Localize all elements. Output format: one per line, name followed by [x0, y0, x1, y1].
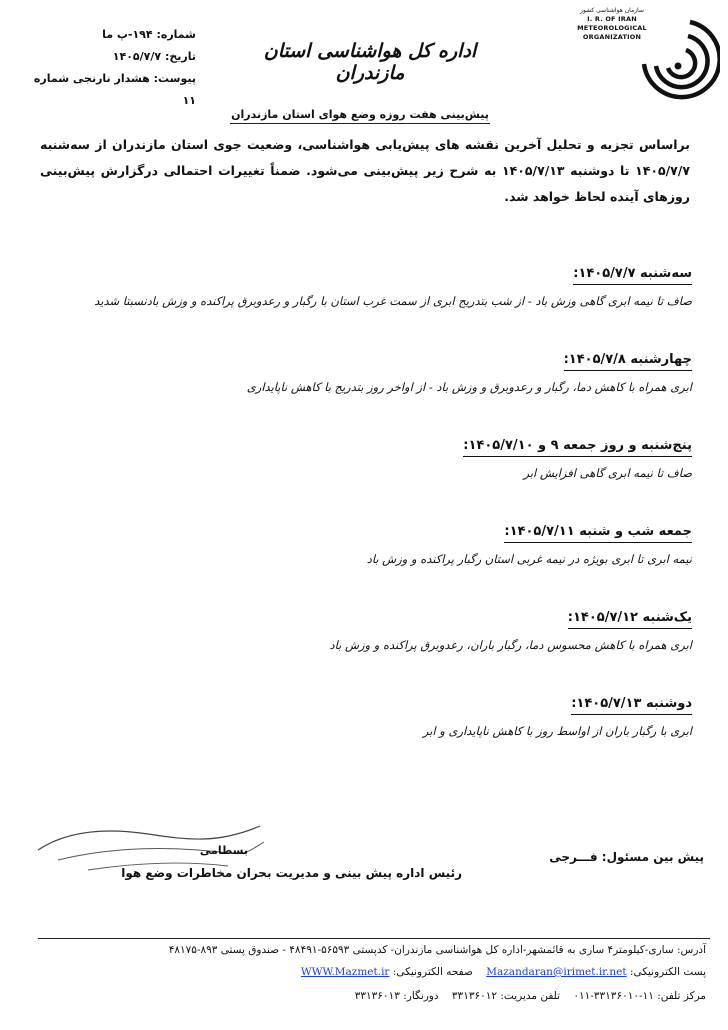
fax-number: دورنگار: ۳۳۱۳۶۰۱۳	[354, 990, 439, 1002]
intro-paragraph: براساس تجزیه و تحلیل آخرین نقشه های پیش‌یابی هواشناسی، وضعیت جوی استان مازندران از سه‌شنبه ۱۴۰۵/۷/۷ تا دوشنبه ۱۴۰۵/۷/۱۳ به شرح زیر پیش‌بینی می‌شود. ضمناً تغییرات احتمالی درگزارش پیش‌بینی روزهای آینده لحاظ خواهد شد.	[40, 137, 690, 204]
forecast-day-text: نیمه ابری تا ابری بویژه در نیمه غربی استان رگبار پراکنده و وزش باد	[366, 552, 692, 566]
organization-name-fa: سازمان هواشناسی کشور	[580, 7, 644, 14]
signer-name: بسطامی	[199, 844, 248, 857]
forecast-day-text: صاف تا نیمه ابری گاهی افزایش ابر	[523, 466, 692, 480]
phone-center: مرکز تلفن: ۱۱-۳۳۱۳۶۰۱۰-۰۱۱	[573, 990, 706, 1002]
forecast-day-text: صاف تا نیمه ابری گاهی وزش باد - از شب بتدریج ابری از سمت غرب استان با رگبار و رعدوبرق پراکنده و وزش بادنسبتا شدید	[94, 294, 692, 308]
organization-name	[558, 6, 666, 42]
department-title: اداره کل هواشناسی استان مازندران	[263, 40, 477, 84]
footer-phones	[36, 990, 706, 1002]
organization-name-en-2: METEOROLOGICAL	[577, 24, 647, 32]
letter-meta	[20, 24, 196, 112]
phone-manager: تلفن مدیریت: ۳۳۱۳۶۰۱۲	[451, 990, 561, 1002]
forecast-day	[42, 262, 692, 309]
footer-divider	[38, 938, 710, 939]
forecast-day-heading: سه‌شنبه ۱۴۰۵/۷/۷:	[573, 266, 692, 285]
website-label: صفحه الکترونیکی:	[392, 966, 473, 978]
organization-name-en-3: ORGANIZATION	[582, 33, 642, 41]
forecast-day-heading: یک‌شنبه ۱۴۰۵/۷/۱۲:	[568, 610, 692, 629]
email-link[interactable]: Mazandaran@irimet.ir.net	[486, 966, 627, 978]
letter-number: شماره: ۱۹۴-پ ما	[102, 28, 196, 41]
letter-attachment: پیوست: هشدار نارنجی شماره ۱۱	[33, 72, 196, 107]
website-link[interactable]: WWW.Mazmet.ir	[300, 966, 390, 978]
letter-date: تاریخ: ۱۴۰۵/۷/۷	[112, 50, 196, 63]
forecast-day	[42, 520, 692, 567]
forecast-day-text: ابری با رگبار باران از اواسط روز با کاهش ناپایداری و ابر	[422, 724, 692, 738]
forecast-day	[42, 606, 692, 653]
document-title: پیش‌بینی هفت روزه وضع هوای استان مازندران	[230, 108, 490, 124]
forecast-day-heading: جمعه شب و شنبه ۱۴۰۵/۷/۱۱:	[504, 524, 692, 543]
forecast-day-heading: پنج‌شنبه و روز جمعه ۹ و ۱۴۰۵/۷/۱۰:	[463, 438, 692, 457]
forecast-day	[42, 348, 692, 395]
forecast-day	[42, 434, 692, 481]
forecast-day-heading: دوشنبه ۱۴۰۵/۷/۱۳:	[571, 696, 692, 715]
organization-name-en-1: I. R. OF IRAN	[587, 15, 637, 23]
forecast-day	[42, 692, 692, 739]
footer-address: آدرس: ساری-کیلومتر۴ ساری به قائمشهر-اداره کل هواشناسی مازندران- کدپستی ۵۶۵۹۳-۴۸۴۹۱ - صندوق پستی ۸۹۳-۴۸۱۷۵	[168, 944, 706, 956]
footer-contacts	[36, 966, 706, 978]
responsible-forecaster: پیش بین مسئول: فـــرجی	[549, 850, 704, 864]
email-label: پست الکترونیکی:	[629, 966, 706, 978]
forecast-day-heading: چهارشنبه ۱۴۰۵/۷/۸:	[564, 352, 692, 371]
forecast-day-text: ابری همراه با کاهش محسوس دما، رگبار باران، رعدوبرق پراکنده و وزش باد	[329, 638, 692, 652]
signer-title: رئیس اداره پیش بینی و مدیریت بحران مخاطرات وضع هوا	[121, 866, 462, 880]
forecast-day-text: ابری همراه با کاهش دما، رگبار و رعدوبرق و وزش باد - از اواخر روز بتدریج با کاهش ناپایداری	[246, 380, 692, 394]
